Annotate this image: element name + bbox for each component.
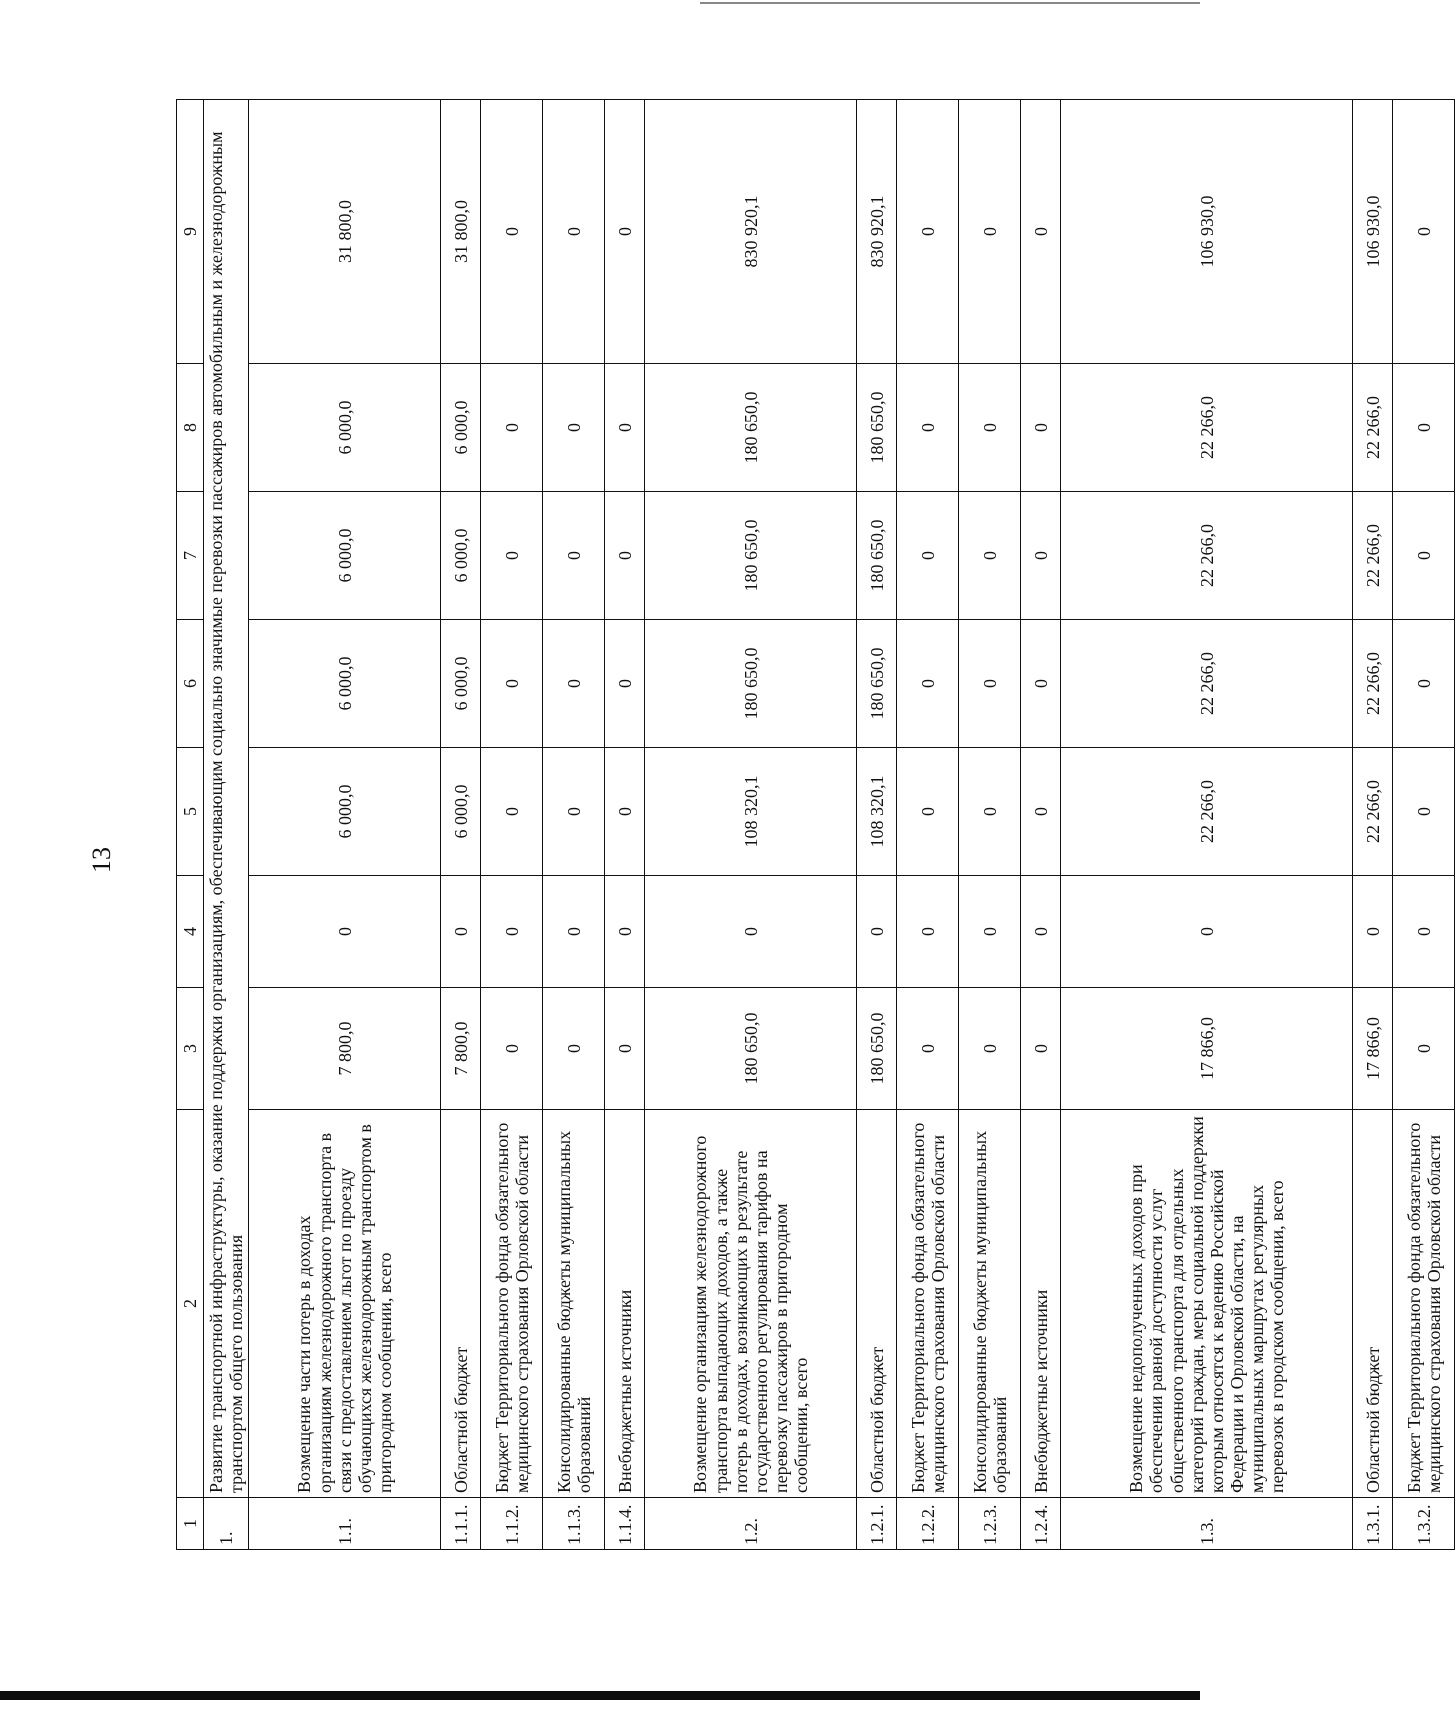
value-cell-col-8: 180 650,0 bbox=[645, 364, 857, 492]
value-cell-col-7: 22 266,0 bbox=[1353, 492, 1393, 620]
section-title: Развитие транспортной инфраструктуры, оказание поддержки организациям, обеспечивающим социально значимые перевозки пассажиров автомобильным и железнодорожным транспортом общего пользования bbox=[204, 100, 249, 1498]
value-cell-col-6: 6 000,0 bbox=[441, 620, 481, 748]
value-cell-col-8: 6 000,0 bbox=[249, 364, 441, 492]
column-header: 7 bbox=[177, 492, 204, 620]
value-cell-col-5: 0 bbox=[481, 748, 543, 876]
value-cell-col-7: 180 650,0 bbox=[857, 492, 897, 620]
value-cell-col-3: 0 bbox=[543, 988, 605, 1110]
value-cell-col-6: 0 bbox=[959, 620, 1021, 748]
row-code: 1.2.2. bbox=[897, 1498, 959, 1550]
row-code: 1.1.3. bbox=[543, 1498, 605, 1550]
value-cell-col-9: 830 920,1 bbox=[857, 100, 897, 364]
value-cell-col-8: 0 bbox=[1021, 364, 1061, 492]
value-cell-col-3: 0 bbox=[897, 988, 959, 1110]
value-cell-col-6: 22 266,0 bbox=[1061, 620, 1353, 748]
row-name: Внебюджетные источники bbox=[605, 1110, 645, 1498]
value-cell-col-6: 22 266,0 bbox=[1353, 620, 1393, 748]
row-code: 1.1.2. bbox=[481, 1498, 543, 1550]
column-header: 9 bbox=[177, 100, 204, 364]
row-name: Бюджет Территориального фонда обязательного медицинского страхования Орловской области bbox=[897, 1110, 959, 1498]
value-cell-col-3: 7 800,0 bbox=[249, 988, 441, 1110]
row-name: Возмещение недополученных доходов при обеспечении равной доступности услуг общественного транспорта для отдельных категорий граждан, меры социальной поддержки которым относятся к ведению Российской Федерации и Орловской области, на муниципальных маршрутах регулярных перевозок в городском сообщении, всего bbox=[1061, 1110, 1353, 1498]
table-row bbox=[897, 100, 959, 1550]
section-row bbox=[204, 100, 249, 1550]
value-cell-col-8: 0 bbox=[1393, 364, 1455, 492]
column-header: 3 bbox=[177, 988, 204, 1110]
value-cell-col-9: 0 bbox=[543, 100, 605, 364]
value-cell-col-8: 180 650,0 bbox=[857, 364, 897, 492]
value-cell-col-4: 0 bbox=[857, 876, 897, 988]
value-cell-col-7: 180 650,0 bbox=[645, 492, 857, 620]
table-row bbox=[857, 100, 897, 1550]
value-cell-col-4: 0 bbox=[645, 876, 857, 988]
row-name: Областной бюджет bbox=[857, 1110, 897, 1498]
value-cell-col-7: 0 bbox=[1393, 492, 1455, 620]
value-cell-col-9: 0 bbox=[897, 100, 959, 364]
table-row bbox=[1021, 100, 1061, 1550]
table-row bbox=[1393, 100, 1455, 1550]
value-cell-col-9: 0 bbox=[605, 100, 645, 364]
row-name: Областной бюджет bbox=[1353, 1110, 1393, 1498]
row-name: Бюджет Территориального фонда обязательного медицинского страхования Орловской области bbox=[481, 1110, 543, 1498]
column-header: 5 bbox=[177, 748, 204, 876]
value-cell-col-8: 0 bbox=[481, 364, 543, 492]
value-cell-col-9: 830 920,1 bbox=[645, 100, 857, 364]
table-body bbox=[249, 100, 1455, 1550]
value-cell-col-5: 0 bbox=[959, 748, 1021, 876]
value-cell-col-3: 7 800,0 bbox=[441, 988, 481, 1110]
row-code: 1.2. bbox=[645, 1498, 857, 1550]
value-cell-col-7: 0 bbox=[959, 492, 1021, 620]
value-cell-col-6: 180 650,0 bbox=[857, 620, 897, 748]
value-cell-col-6: 0 bbox=[605, 620, 645, 748]
row-name: Бюджет Территориального фонда обязательного медицинского страхования Орловской области bbox=[1393, 1110, 1455, 1498]
value-cell-col-5: 22 266,0 bbox=[1061, 748, 1353, 876]
value-cell-col-4: 0 bbox=[1021, 876, 1061, 988]
value-cell-col-5: 0 bbox=[605, 748, 645, 876]
value-cell-col-3: 0 bbox=[1021, 988, 1061, 1110]
section-code: 1. bbox=[204, 1498, 249, 1550]
value-cell-col-3: 0 bbox=[1393, 988, 1455, 1110]
value-cell-col-6: 180 650,0 bbox=[645, 620, 857, 748]
value-cell-col-7: 6 000,0 bbox=[249, 492, 441, 620]
scan-bottom-band bbox=[0, 1691, 1200, 1700]
row-code: 1.3. bbox=[1061, 1498, 1353, 1550]
table-row bbox=[1061, 100, 1353, 1550]
value-cell-col-9: 31 800,0 bbox=[249, 100, 441, 364]
value-cell-col-8: 0 bbox=[897, 364, 959, 492]
value-cell-col-3: 180 650,0 bbox=[857, 988, 897, 1110]
value-cell-col-8: 22 266,0 bbox=[1353, 364, 1393, 492]
value-cell-col-6: 6 000,0 bbox=[249, 620, 441, 748]
column-header: 1 bbox=[177, 1498, 204, 1550]
column-number-header-row bbox=[177, 100, 204, 1550]
column-header: 6 bbox=[177, 620, 204, 748]
value-cell-col-6: 0 bbox=[1393, 620, 1455, 748]
column-header: 2 bbox=[177, 1110, 204, 1498]
table-row bbox=[605, 100, 645, 1550]
value-cell-col-4: 0 bbox=[959, 876, 1021, 988]
row-code: 1.3.1. bbox=[1353, 1498, 1393, 1550]
value-cell-col-8: 22 266,0 bbox=[1061, 364, 1353, 492]
value-cell-col-5: 6 000,0 bbox=[249, 748, 441, 876]
value-cell-col-7: 0 bbox=[897, 492, 959, 620]
row-code: 1.2.4. bbox=[1021, 1498, 1061, 1550]
value-cell-col-8: 0 bbox=[605, 364, 645, 492]
value-cell-col-5: 108 320,1 bbox=[857, 748, 897, 876]
table-row bbox=[481, 100, 543, 1550]
row-name: Возмещение части потерь в доходах организациям железнодорожного транспорта в связи с предоставлением льгот по проезду обучающихся железнодорожным транспортом в пригородном сообщении, всего bbox=[249, 1110, 441, 1498]
value-cell-col-9: 106 930,0 bbox=[1061, 100, 1353, 364]
value-cell-col-7: 0 bbox=[605, 492, 645, 620]
value-cell-col-8: 6 000,0 bbox=[441, 364, 481, 492]
value-cell-col-5: 0 bbox=[897, 748, 959, 876]
value-cell-col-4: 0 bbox=[1353, 876, 1393, 988]
value-cell-col-3: 0 bbox=[959, 988, 1021, 1110]
page-number: 13 bbox=[87, 847, 116, 873]
row-code: 1.1.4. bbox=[605, 1498, 645, 1550]
value-cell-col-6: 0 bbox=[897, 620, 959, 748]
value-cell-col-4: 0 bbox=[605, 876, 645, 988]
row-name: Внебюджетные источники bbox=[1021, 1110, 1061, 1498]
value-cell-col-9: 31 800,0 bbox=[441, 100, 481, 364]
value-cell-col-7: 22 266,0 bbox=[1061, 492, 1353, 620]
value-cell-col-4: 0 bbox=[481, 876, 543, 988]
scan-top-rule bbox=[700, 2, 1200, 4]
table-row bbox=[543, 100, 605, 1550]
value-cell-col-4: 0 bbox=[441, 876, 481, 988]
value-cell-col-6: 0 bbox=[543, 620, 605, 748]
value-cell-col-8: 0 bbox=[543, 364, 605, 492]
value-cell-col-3: 17 866,0 bbox=[1353, 988, 1393, 1110]
value-cell-col-5: 22 266,0 bbox=[1353, 748, 1393, 876]
table-row bbox=[1353, 100, 1393, 1550]
table-row bbox=[645, 100, 857, 1550]
value-cell-col-7: 0 bbox=[543, 492, 605, 620]
value-cell-col-5: 108 320,1 bbox=[645, 748, 857, 876]
value-cell-col-3: 0 bbox=[605, 988, 645, 1110]
row-code: 1.1. bbox=[249, 1498, 441, 1550]
value-cell-col-7: 6 000,0 bbox=[441, 492, 481, 620]
column-header: 8 bbox=[177, 364, 204, 492]
value-cell-col-9: 0 bbox=[481, 100, 543, 364]
table-row bbox=[249, 100, 441, 1550]
table-row bbox=[441, 100, 481, 1550]
value-cell-col-4: 0 bbox=[543, 876, 605, 988]
value-cell-col-7: 0 bbox=[1021, 492, 1061, 620]
value-cell-col-9: 0 bbox=[959, 100, 1021, 364]
value-cell-col-3: 180 650,0 bbox=[645, 988, 857, 1110]
value-cell-col-5: 0 bbox=[1021, 748, 1061, 876]
row-name: Консолидированные бюджеты муниципальных образований bbox=[959, 1110, 1021, 1498]
value-cell-col-7: 0 bbox=[481, 492, 543, 620]
row-code: 1.3.2. bbox=[1393, 1498, 1455, 1550]
row-code: 1.2.3. bbox=[959, 1498, 1021, 1550]
value-cell-col-4: 0 bbox=[249, 876, 441, 988]
value-cell-col-4: 0 bbox=[1393, 876, 1455, 988]
value-cell-col-9: 0 bbox=[1393, 100, 1455, 364]
column-header: 4 bbox=[177, 876, 204, 988]
table-row bbox=[959, 100, 1021, 1550]
value-cell-col-6: 0 bbox=[481, 620, 543, 748]
value-cell-col-5: 0 bbox=[1393, 748, 1455, 876]
value-cell-col-3: 0 bbox=[481, 988, 543, 1110]
value-cell-col-5: 6 000,0 bbox=[441, 748, 481, 876]
row-code: 1.2.1. bbox=[857, 1498, 897, 1550]
value-cell-col-8: 0 bbox=[959, 364, 1021, 492]
value-cell-col-6: 0 bbox=[1021, 620, 1061, 748]
budget-table bbox=[176, 99, 1455, 1550]
value-cell-col-4: 0 bbox=[1061, 876, 1353, 988]
row-code: 1.1.1. bbox=[441, 1498, 481, 1550]
rotated-table-wrapper bbox=[176, 100, 1444, 1550]
row-name: Консолидированные бюджеты муниципальных образований bbox=[543, 1110, 605, 1498]
row-name: Областной бюджет bbox=[441, 1110, 481, 1498]
value-cell-col-3: 17 866,0 bbox=[1061, 988, 1353, 1110]
value-cell-col-5: 0 bbox=[543, 748, 605, 876]
value-cell-col-9: 0 bbox=[1021, 100, 1061, 364]
value-cell-col-9: 106 930,0 bbox=[1353, 100, 1393, 364]
row-name: Возмещение организациям железнодорожного транспорта выпадающих доходов, а также потерь в доходах, возникающих в результате государственного регулирования тарифов на перевозку пассажиров в пригородном сообщении, всего bbox=[645, 1110, 857, 1498]
value-cell-col-4: 0 bbox=[897, 876, 959, 988]
